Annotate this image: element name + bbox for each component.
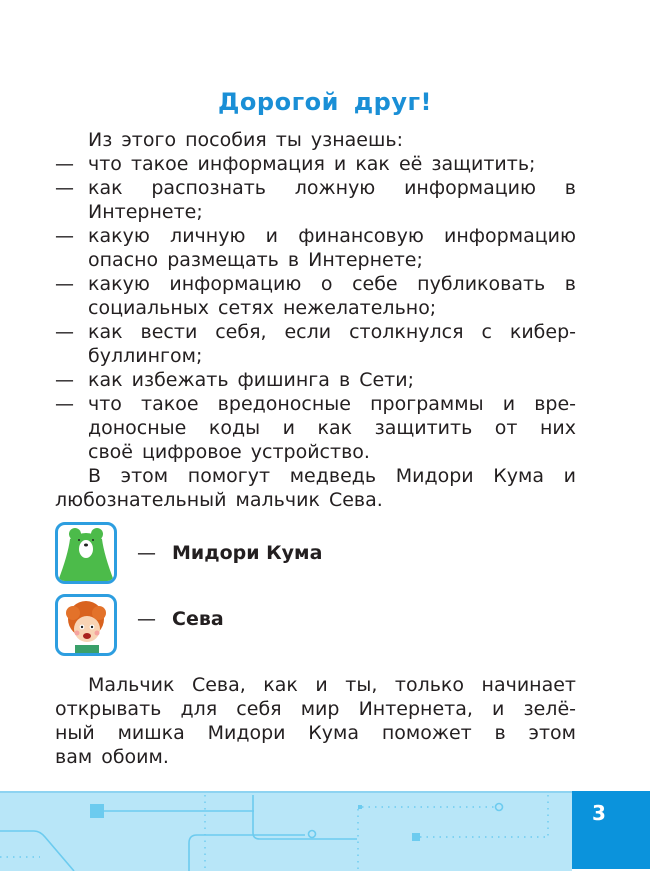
list-item: какую личную и финансовую информацию — [88, 225, 576, 247]
list-item-cont: буллингом; — [88, 345, 203, 367]
list-item-cont: Интернете; — [88, 201, 203, 223]
list-dash: — — [55, 225, 74, 247]
closing-text: вам обоим. — [55, 746, 169, 768]
closing-text: Мальчик Сева, как и ты, только начинает — [88, 674, 576, 696]
list-item: что такое информация и как её защитить; — [88, 153, 536, 175]
list-dash: — — [55, 177, 74, 199]
helpers-text: В этом помогут медведь Мидори Кума и — [88, 465, 576, 487]
list-item-cont: опасно размещать в Интернете; — [88, 249, 423, 271]
list-item: что такое вредоносные программы и вре- — [88, 393, 576, 415]
list-item: как избежать фишинга в Сети; — [88, 369, 414, 391]
closing-text: открывать для себя мир Интернета, и зелё- — [55, 698, 576, 720]
list-item: как вести себя, если столкнулся с кибер- — [88, 321, 576, 343]
intro-text: Из этого пособия ты узнаешь: — [88, 129, 403, 151]
circuit-decoration-icon — [0, 793, 572, 871]
character-name-bear: Мидори Кума — [172, 542, 323, 564]
seva-card — [55, 594, 117, 656]
list-dash: — — [55, 321, 74, 343]
list-dash: — — [55, 153, 74, 175]
helpers-text-cont: любознательный мальчик Сева. — [55, 489, 383, 511]
boy-seva-icon — [58, 597, 114, 653]
page-title: Дорогой друг! — [218, 88, 432, 116]
list-dash: — — [55, 393, 74, 415]
char-dash: — — [137, 608, 156, 630]
list-item-cont: своё цифровое устройство. — [88, 441, 370, 463]
list-item: как распознать ложную информацию в — [88, 177, 576, 199]
char-dash: — — [137, 542, 156, 564]
character-name-seva: Сева — [172, 608, 224, 630]
list-item: какую информацию о себе публиковать в — [88, 273, 576, 295]
list-item-cont: доносные коды и как защитить от них — [88, 417, 576, 439]
list-item-cont: социальных сетях нежелательно; — [88, 297, 437, 319]
list-dash: — — [55, 273, 74, 295]
circuit-footer-band — [0, 791, 572, 871]
closing-text: ный мишка Мидори Кума поможет в этом — [55, 722, 576, 744]
page-number-box — [572, 791, 650, 869]
green-bear-icon — [58, 525, 114, 581]
page-number: 3 — [592, 801, 606, 825]
list-dash: — — [55, 369, 74, 391]
bear-card — [55, 522, 117, 584]
